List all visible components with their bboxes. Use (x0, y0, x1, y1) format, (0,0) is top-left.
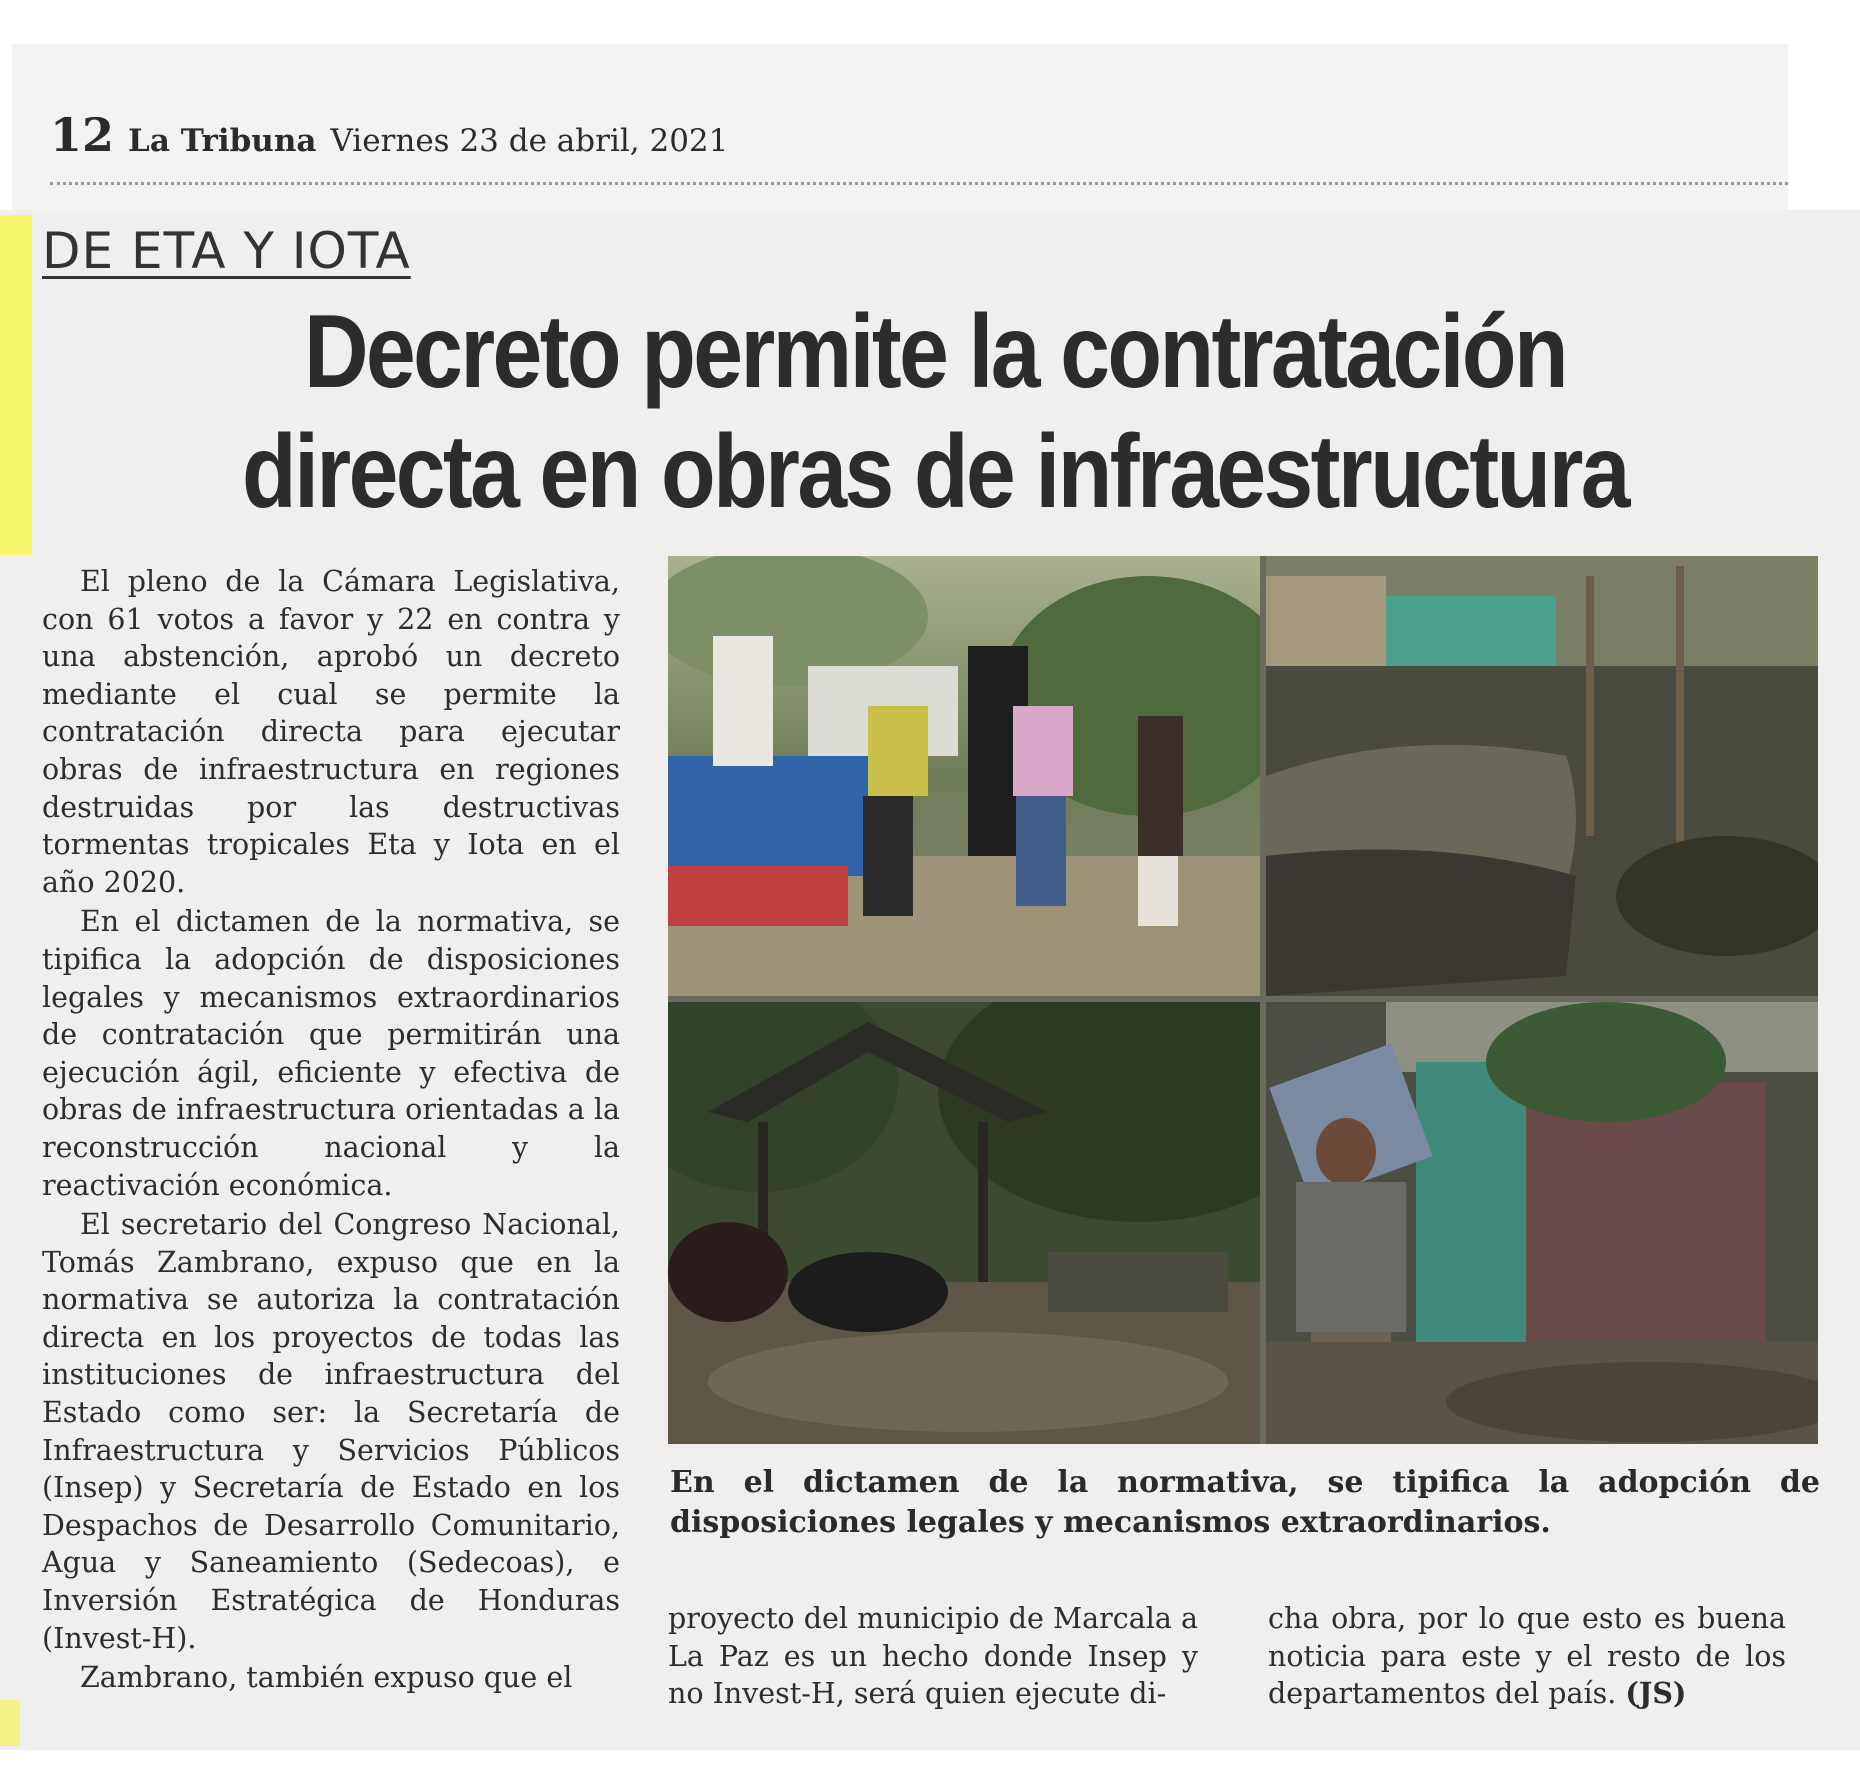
page-number: 12 (50, 108, 115, 162)
photo-caption: En el dictamen de la normativa, se tipifica la adopción de disposiciones legales y mecanismos extraordinarios. (670, 1465, 1820, 1540)
article-column-1 (42, 563, 620, 1697)
page-folio (50, 108, 728, 168)
photo-man-carrying-furniture (1266, 1002, 1818, 1444)
paragraph-4: Zambrano, también expuso que el (80, 1661, 573, 1695)
paragraph-3: El secretario del Congreso Nacional, Tomás Zambrano, expuso que en la normativa se autoriza la contratación directa en los proyectos de todas las instituciones de infraestructura del Estado como ser: la Secretaría de Infraestructura y Servicios Públicos (Insep) y Secretaría de Estado en los Despachos de Desarrollo Comunitario, Agua y Saneamiento (Sedecoas), e Inversión Estratégica de Honduras (Invest-H). (42, 1208, 620, 1655)
author-initials: (JS) (1625, 1676, 1687, 1711)
photo-collage (668, 556, 1818, 1444)
paragraph-5: proyecto del municipio de Marcala a La Paz es un hecho donde Insep y no Invest-H, será quien ejecute di- (668, 1602, 1198, 1711)
highlighter-mark-bottom (0, 1700, 20, 1746)
headline-line-2: directa en obras de infraestructura (242, 414, 1628, 530)
headline (165, 292, 1704, 532)
article-column-3 (1268, 1600, 1786, 1713)
headline-line-1: Decreto permite la contratación (303, 294, 1567, 410)
issue-date: Viernes 23 de abril, 2021 (330, 123, 729, 159)
photo-mud-covered-car (1266, 556, 1818, 996)
newspaper-name: La Tribuna (128, 123, 317, 159)
paragraph-2: En el dictamen de la normativa, se tipifica la adopción de disposiciones legales y mecanismos extraordinarios de contratación que permitirán una ejecución ágil, eficiente y efectiva de obras de infraestructura orientadas a la reconstrucción nacional y la reactivación económica. (42, 905, 620, 1202)
closing-text: cha obra, por lo que esto es buena noticia para este y el resto de los departamentos del país. (1268, 1602, 1786, 1711)
paragraph-6 (1268, 1600, 1786, 1713)
article-column-2 (668, 1600, 1198, 1713)
highlighter-mark (0, 215, 32, 555)
paragraph-1: El pleno de la Cámara Legislativa, con 61 votos a favor y 22 en contra y una abstención, aprobó un decreto mediante el cual se permite la contratación directa para ejecutar obras de infraestructura en regiones destruidas por las destructivas tormentas tropicales Eta y Iota en el año 2020. (42, 565, 620, 899)
folio-rule (50, 182, 1788, 185)
section-kicker: DE ETA Y IOTA (42, 222, 411, 280)
photo-flood-cleanup-truck (668, 556, 1260, 996)
photo-debris-shelter (668, 1002, 1260, 1444)
